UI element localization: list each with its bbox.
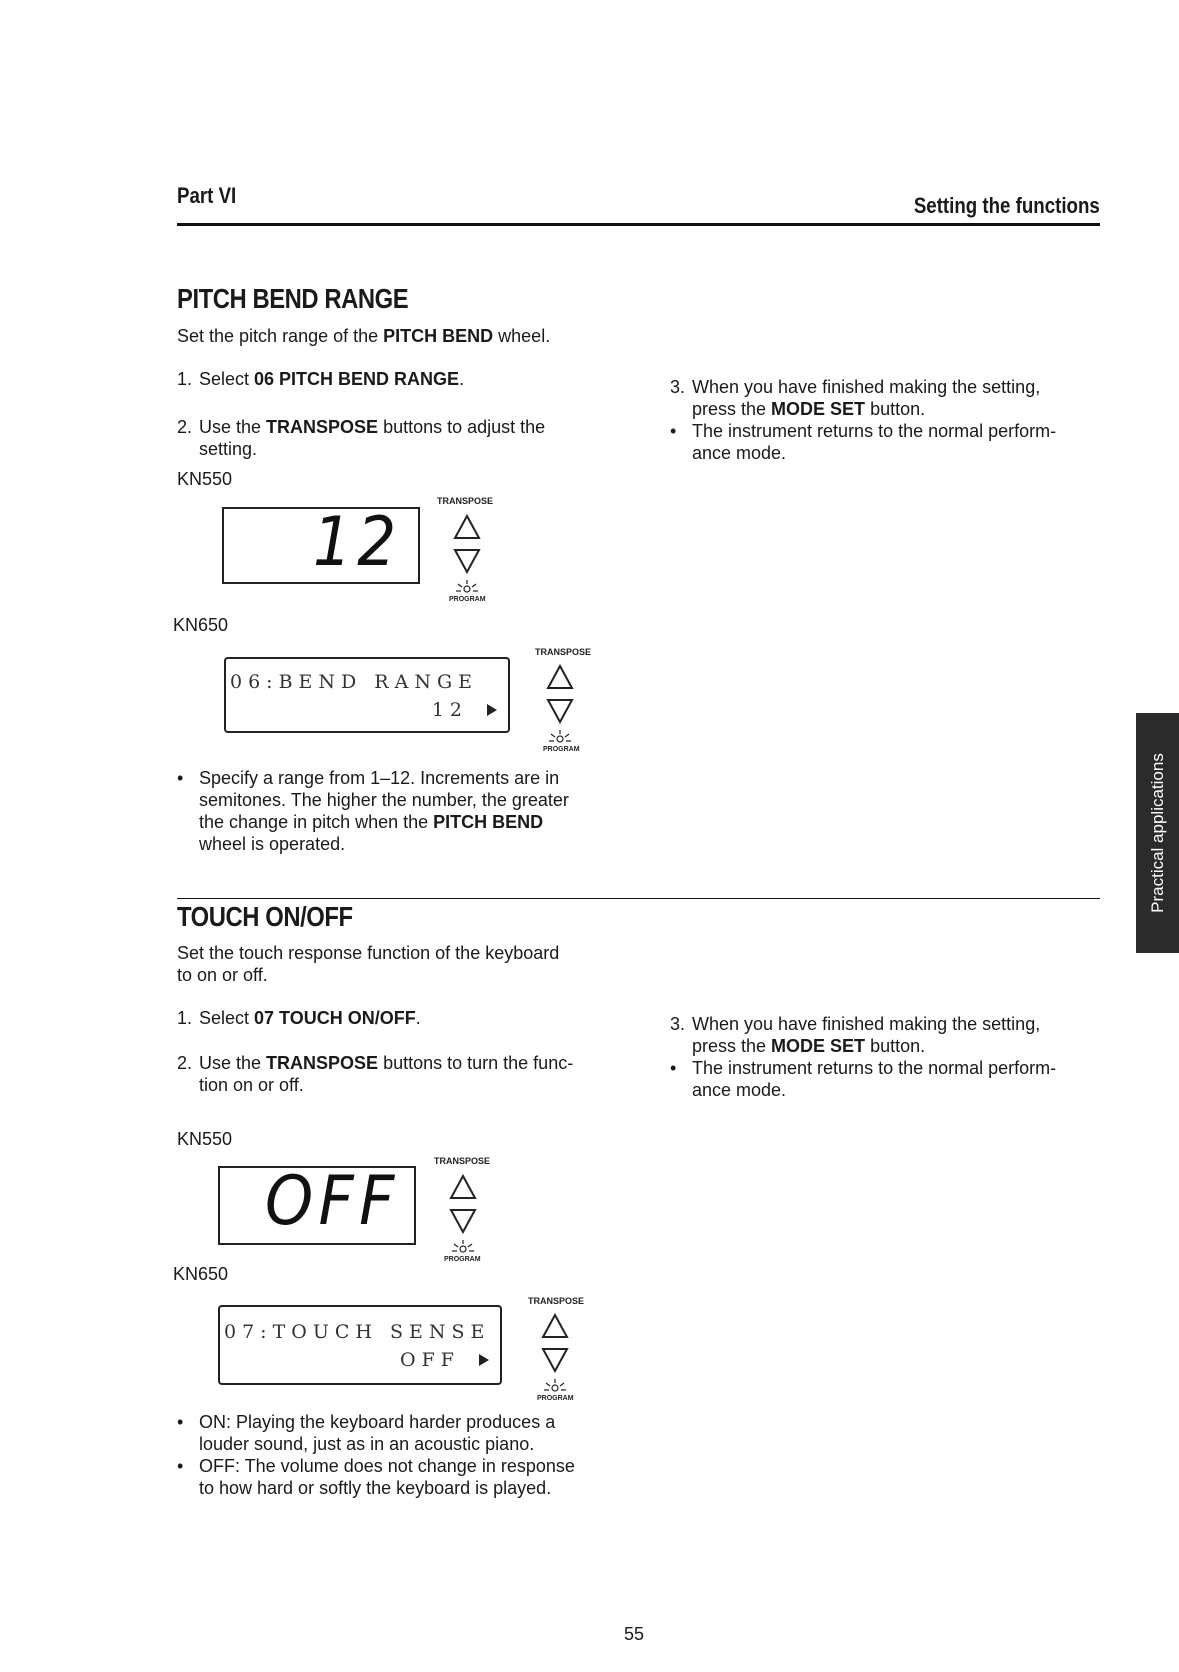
touch-intro: Set the touch response function of the keyboard to on or off. [177,943,560,985]
touch-return-note: • The instrument returns to the normal perform- ance mode. [670,1057,1100,1101]
transpose-down-icon[interactable] [453,548,481,574]
transpose-label: TRANSPOSE [535,647,592,657]
pitch-bend-kn650-label: KN650 [173,615,229,635]
touch-title: TOUCH ON/OFF [177,901,353,932]
transpose-up-icon[interactable] [453,514,481,540]
transpose-up-icon[interactable] [546,664,574,690]
program-light-icon [542,1379,568,1395]
section-divider [177,898,1100,899]
pitch-bend-step-3: 3. When you have finished making the setting, press the MODE SET button. [670,377,1041,419]
header-part-label: Part VI [177,183,237,208]
kn650-display-touch [218,1305,502,1385]
touch-step-2: 2. Use the TRANSPOSE buttons to turn the func- tion on or off. [177,1053,574,1095]
pitch-bend-step-2: 2. Use the TRANSPOSE buttons to adjust the setting. [177,417,546,459]
kn650-display-line-1: 06:BEND RANGE [230,671,479,693]
pitch-bend-kn550-label: KN550 [177,469,233,489]
program-light-icon [547,730,573,746]
program-label: PROGRAM [537,1395,574,1402]
touch-kn550-label: KN550 [177,1129,233,1149]
side-tab-label: Practical applications [1147,753,1167,913]
program-label: PROGRAM [543,746,580,753]
kn650-display-line-2: OFF [400,1349,460,1371]
kn650-display-line-2: 12 [431,699,468,721]
transpose-down-icon[interactable] [541,1347,569,1373]
page-number: 55 [624,1624,645,1644]
pitch-bend-title: PITCH BEND RANGE [177,283,409,314]
header-rule [177,223,1100,226]
header-section-label: Setting the functions [914,193,1100,218]
program-light-icon [454,580,480,596]
pitch-bend-note: • Specify a range from 1–12. Increments are in semitones. The higher the number, the greater the change in pitch when the PITCH BEND wheel is operated. [177,767,607,855]
pitch-bend-return-note: • The instrument returns to the normal perform- ance mode. [670,420,1100,464]
touch-notes [177,1411,607,1499]
kn650-display-line-1: 07:TOUCH SENSE [224,1321,491,1343]
touch-kn650-label: KN650 [173,1264,229,1284]
play-arrow-icon [486,703,498,717]
transpose-label: TRANSPOSE [434,1156,491,1166]
pitch-bend-intro: Set the pitch range of the PITCH BEND wheel. [177,326,551,346]
program-label: PROGRAM [449,596,486,603]
kn550-display-value: OFF [265,1162,400,1241]
touch-step-1: 1. Select 07 TOUCH ON/OFF. [177,1008,421,1028]
touch-step-3: 3. When you have finished making the setting, press the MODE SET button. [670,1014,1041,1056]
kn650-display-pitch [224,657,510,733]
kn550-display-touch [218,1162,416,1245]
kn550-display-pitch [222,503,420,584]
transpose-up-icon[interactable] [541,1313,569,1339]
kn550-display-value: 12 [313,503,402,582]
touch-note-on: • ON: Playing the keyboard harder produces a louder sound, just as in an acoustic piano. [177,1411,607,1455]
transpose-up-icon[interactable] [449,1174,477,1200]
play-arrow-icon [478,1353,490,1367]
pitch-bend-step-1: 1. Select 06 PITCH BEND RANGE. [177,369,465,389]
side-tab [1136,713,1179,953]
transpose-down-icon[interactable] [449,1208,477,1234]
program-light-icon [450,1240,476,1256]
transpose-label: TRANSPOSE [528,1296,585,1306]
transpose-label: TRANSPOSE [437,496,494,506]
transpose-down-icon[interactable] [546,698,574,724]
touch-note-off: • OFF: The volume does not change in response to how hard or softly the keyboard is played. [177,1455,607,1499]
program-label: PROGRAM [444,1256,481,1263]
